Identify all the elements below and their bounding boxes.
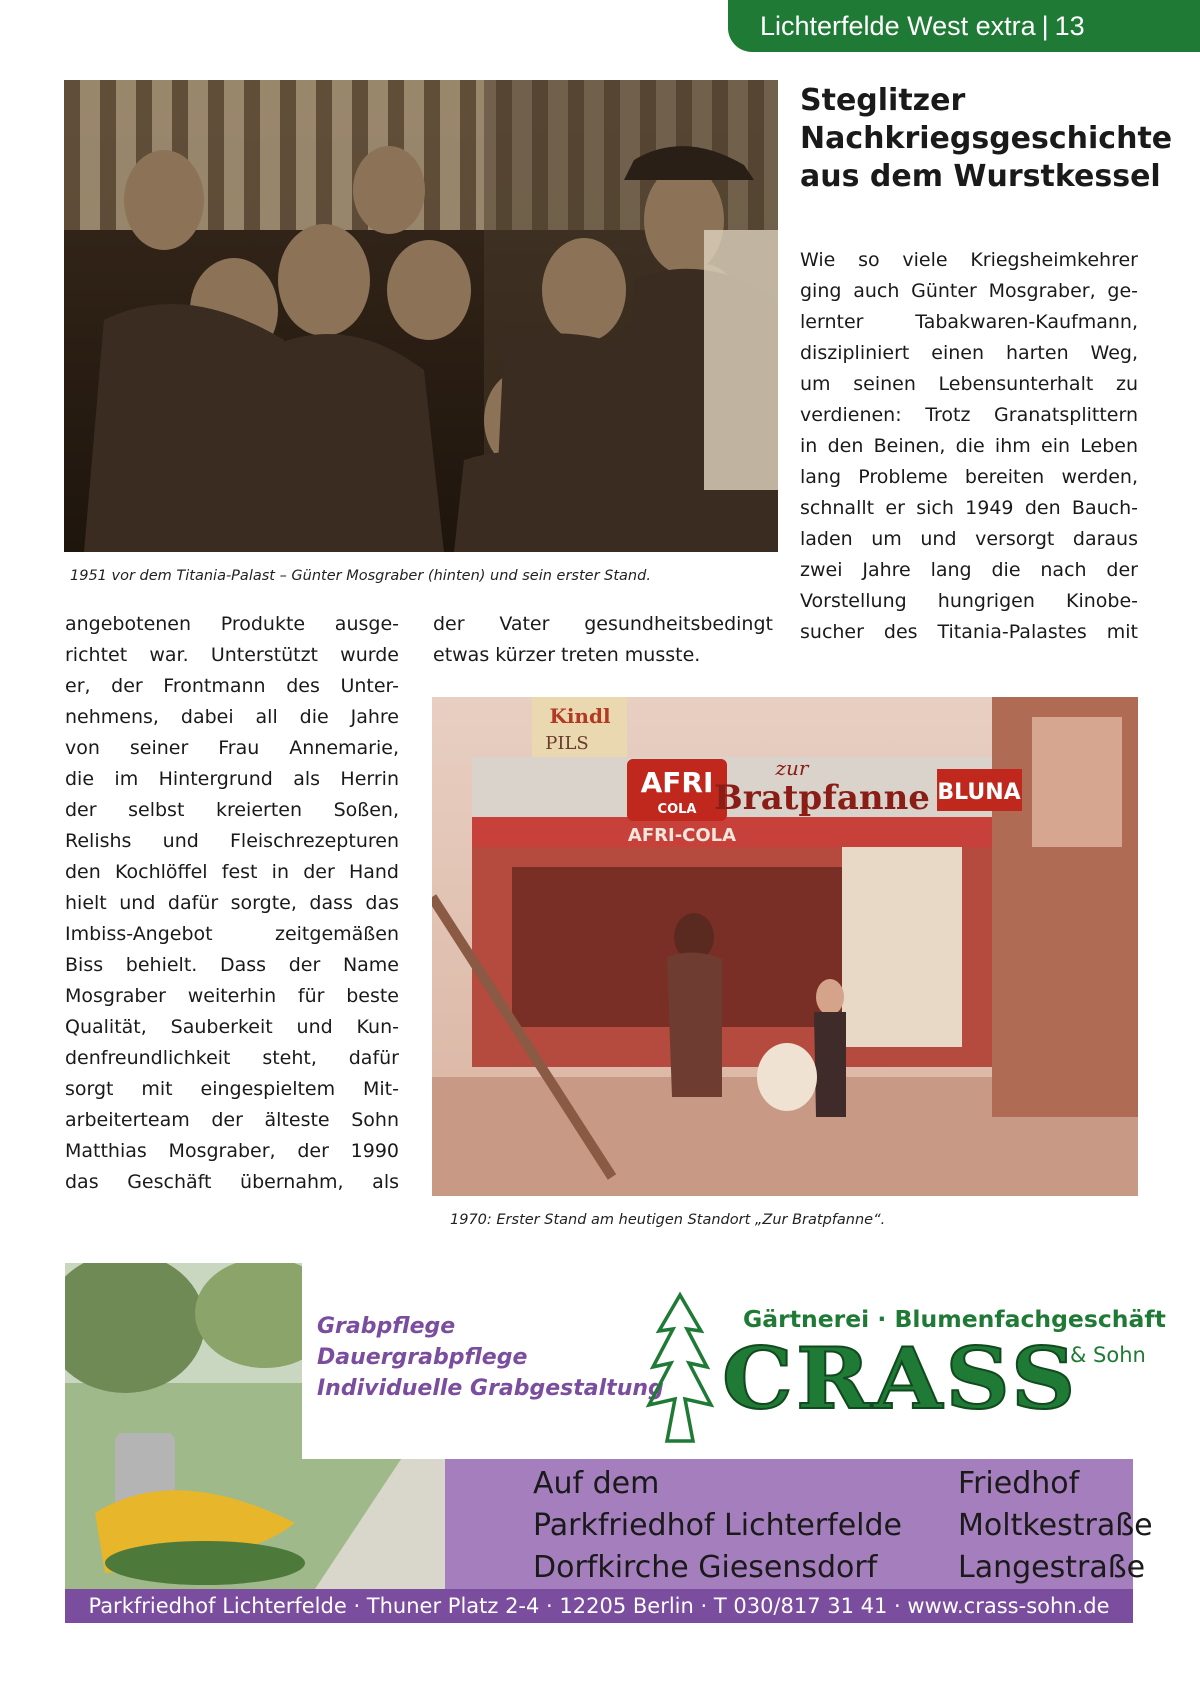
article-headline	[800, 82, 1172, 196]
text-line: arbeiterteam der älteste Sohn	[65, 1109, 399, 1131]
text-line: lernter Tabakwaren-Kaufmann,	[800, 311, 1138, 333]
text-line: schnallt er sich 1949 den Bauch-	[800, 497, 1138, 519]
text-line: der Vater gesundheitsbedingt	[433, 613, 773, 635]
text-line: denfreundlichkeit steht, dafür	[65, 1047, 399, 1069]
location-line: Auf dem	[533, 1466, 660, 1501]
service-item: Individuelle Grabgestaltung	[317, 1376, 664, 1401]
service-item: Dauergrabpflege	[317, 1345, 528, 1370]
sign-zur: zur	[775, 756, 809, 780]
text-line: Vorstellung hungrigen Kinobe-	[800, 590, 1138, 612]
header-separator: |	[1041, 10, 1049, 41]
article-left-column	[65, 609, 399, 1198]
text-line: diszipliniert einen harten Weg,	[800, 342, 1138, 364]
ad-services-list	[317, 1311, 664, 1404]
photo2-caption: 1970: Erster Stand am heutigen Standort „Zur Bratpfanne“.	[450, 1212, 886, 1228]
text-line: angebotenen Produkte ausge-	[65, 613, 399, 635]
sign-bluna: BLUNA	[937, 780, 1021, 805]
tree-logo-icon	[645, 1291, 715, 1453]
headline-line: Steglitzer	[800, 83, 966, 118]
text-line: Imbiss-Angebot zeitgemäßen	[65, 923, 399, 945]
text-line: Qualität, Sauberkeit und Kun-	[65, 1016, 399, 1038]
service-item: Grabpflege	[317, 1314, 456, 1339]
text-line: das Geschäft übernahm, als	[65, 1171, 399, 1193]
sign-pils: PILS	[545, 733, 589, 754]
location-line: Friedhof	[958, 1466, 1080, 1501]
text-line: etwas kürzer treten musste.	[433, 644, 701, 666]
location-line: Parkfriedhof Lichterfelde	[533, 1508, 902, 1543]
photo-titania-palast-1951	[64, 80, 778, 552]
text-line: laden um und versorgt daraus	[800, 528, 1138, 550]
photo1-caption: 1951 vor dem Titania-Palast – Günter Mosgraber (hinten) und sein erster Stand.	[70, 568, 651, 584]
text-line: ging auch Günter Mosgraber, ge-	[800, 280, 1138, 302]
text-line: richtet war. Unterstützt wurde	[65, 644, 399, 666]
text-line: er, der Frontmann des Unter-	[65, 675, 399, 697]
text-line: um seinen Lebensunterhalt zu	[800, 373, 1138, 395]
text-line: die im Hintergrund als Herrin	[65, 768, 399, 790]
text-line: der selbst kreierten Soßen,	[65, 799, 399, 821]
text-line: Matthias Mosgraber, der 1990	[65, 1140, 399, 1162]
text-line: in den Beinen, die ihm ein Leben	[800, 435, 1138, 457]
crass-advertisement	[65, 1263, 1166, 1623]
ad-contact-footer: Parkfriedhof Lichterfelde · Thuner Platz 2-4 · 12205 Berlin · T 030/817 31 41 · www.crass-sohn.de	[65, 1589, 1133, 1623]
text-line: verdienen: Trotz Granatsplittern	[800, 404, 1138, 426]
text-line: lang Probleme bereiten werden,	[800, 466, 1138, 488]
business-type: Gärtnerei · Blumenfachgeschäft	[743, 1305, 1166, 1333]
sign-bratpfanne: Bratpfanne	[714, 778, 930, 818]
brand-suffix: & Sohn	[1070, 1343, 1146, 1367]
section-title: Lichterfelde West extra	[760, 10, 1036, 41]
text-line: den Kochlöffel fest in der Hand	[65, 861, 399, 883]
article-middle-column	[433, 609, 773, 671]
article-right-column	[800, 245, 1138, 648]
locations-left	[533, 1463, 902, 1589]
text-line: zwei Jahre lang die nach der	[800, 559, 1138, 581]
text-line: Mosgraber weiterhin für beste	[65, 985, 399, 1007]
sign-cola: COLA	[657, 802, 697, 817]
text-line: sucher des Titania-Palastes mit	[800, 621, 1138, 643]
photo-bratpfanne-1970	[432, 697, 1138, 1196]
page-number: 13	[1054, 10, 1085, 41]
locations-right	[958, 1463, 1153, 1589]
text-line: sorgt mit eingespieltem Mit-	[65, 1078, 399, 1100]
location-line: Dorfkirche Giesensdorf	[533, 1550, 878, 1585]
header-tab	[728, 0, 1200, 52]
location-line: Langestraße	[958, 1550, 1146, 1585]
headline-line: aus dem Wurstkessel	[800, 159, 1161, 194]
sign-afri-cola-band: AFRI-COLA	[627, 825, 737, 846]
text-line: hielt und dafür sorgte, dass das	[65, 892, 399, 914]
text-line: von seiner Frau Annemarie,	[65, 737, 399, 759]
text-line: Biss behielt. Dass der Name	[65, 954, 399, 976]
location-line: Moltkestraße	[958, 1508, 1153, 1543]
text-line: Wie so viele Kriegsheimkehrer	[800, 249, 1138, 271]
headline-line: Nachkriegsgeschichte	[800, 121, 1173, 156]
brand-logo: CRASS	[722, 1329, 1079, 1428]
text-line: nehmens, dabei all die Jahre	[65, 706, 399, 728]
text-line: Relishs und Fleischrezepturen	[65, 830, 399, 852]
sign-afri: AFRI	[640, 766, 714, 799]
sign-kindl: Kindl	[549, 704, 611, 728]
